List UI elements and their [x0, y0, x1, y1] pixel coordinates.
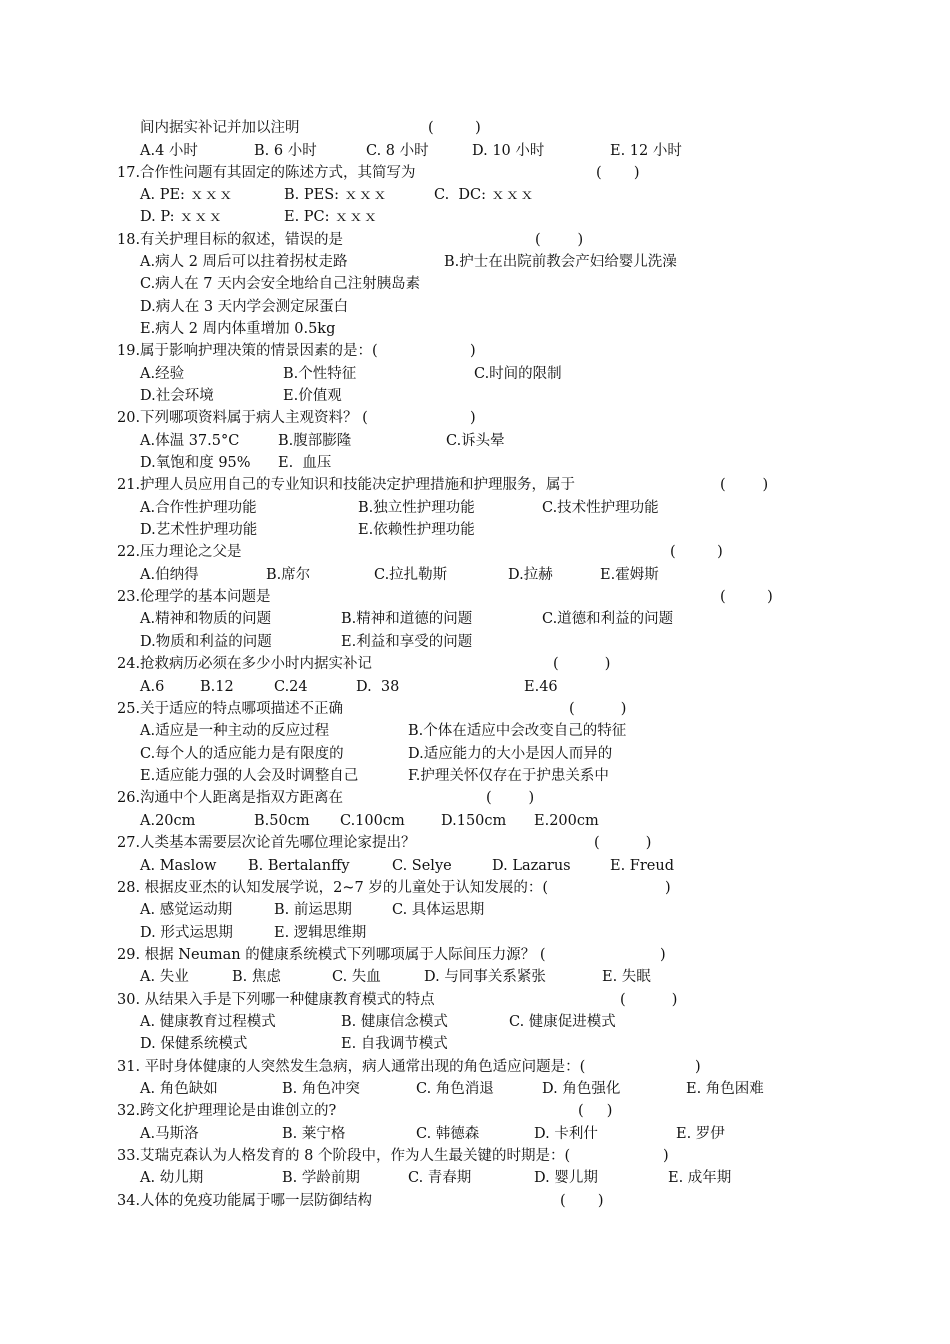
line-text: ( )	[578, 1103, 613, 1119]
line-text: 33.艾瑞克森认为人格发育的 8 个阶段中，作为人生最关键的时期是：(	[117, 1148, 571, 1164]
exam-line	[0, 407, 950, 429]
line-text: B.12	[200, 679, 234, 695]
line-text: D.拉赫	[508, 567, 553, 583]
exam-line	[0, 1100, 950, 1122]
exam-line	[0, 586, 950, 608]
exam-line	[0, 1056, 950, 1078]
line-text: D.物质和利益的问题	[140, 634, 272, 650]
line-text: A. 健康教育过程模式	[140, 1014, 276, 1030]
line-text: C. 韩德森	[416, 1126, 480, 1142]
exam-line	[0, 229, 950, 251]
line-text: )	[695, 1059, 701, 1075]
line-text: C. 角色消退	[416, 1081, 494, 1097]
line-text: C. 8 小时	[366, 143, 429, 159]
line-text: A.6	[140, 679, 165, 695]
exam-line	[0, 497, 950, 519]
exam-line	[0, 1078, 950, 1100]
line-text: A.精神和物质的问题	[140, 611, 272, 627]
line-text: 23.伦理学的基本问题是	[117, 589, 271, 605]
line-text: C.诉头晕	[446, 433, 505, 449]
line-text: A.经验	[140, 366, 185, 382]
exam-line	[0, 340, 950, 362]
line-text: B.精神和道德的问题	[341, 611, 473, 627]
line-text: 27.人类基本需要层次论首先哪位理论家提出？	[117, 835, 416, 851]
line-text: D.病人在 3 天内学会测定尿蛋白	[140, 299, 349, 315]
exam-line	[0, 206, 950, 228]
line-text: C. 青春期	[408, 1170, 472, 1186]
line-text: C. DC: ｘｘｘ	[434, 187, 535, 203]
line-text: A.合作性护理功能	[140, 500, 257, 516]
line-text: E. 血压	[278, 455, 332, 471]
exam-line	[0, 564, 950, 586]
exam-line	[0, 743, 950, 765]
line-text: ( )	[428, 120, 481, 136]
line-text: ( )	[596, 165, 640, 181]
line-text: B. 焦虑	[232, 969, 281, 985]
line-text: 29. 根据 Neuman 的健康系统模式下列哪项属于人际间压力源？ (	[117, 947, 546, 963]
line-text: ( )	[535, 232, 584, 248]
line-text: )	[663, 1148, 669, 1164]
line-text: E.价值观	[283, 388, 342, 404]
exam-line	[0, 1190, 950, 1212]
line-text: A. 感觉运动期	[140, 902, 233, 918]
line-text: ( )	[720, 477, 769, 493]
exam-line	[0, 1145, 950, 1167]
line-text: ( )	[670, 544, 723, 560]
exam-line	[0, 430, 950, 452]
exam-line	[0, 363, 950, 385]
exam-line	[0, 855, 950, 877]
line-text: B.独立性护理功能	[358, 500, 475, 516]
line-text: 34.人体的免疫功能属于哪一层防御结构	[117, 1193, 373, 1209]
line-text: C.病人在 7 天内会安全地给自己注射胰岛素	[140, 276, 421, 292]
exam-line	[0, 541, 950, 563]
line-text: ( )	[553, 656, 611, 672]
line-text: D. 38	[356, 679, 400, 695]
exam-line	[0, 832, 950, 854]
line-text: A. Maslow	[140, 858, 217, 874]
line-text: 21.护理人员应用自己的专业知识和技能决定护理措施和护理服务，属于	[117, 477, 576, 493]
line-text: D.艺术性护理功能	[140, 522, 258, 538]
exam-line	[0, 877, 950, 899]
line-text: C. Selye	[392, 858, 452, 874]
line-text: )	[665, 880, 671, 896]
line-text: C. 具体运思期	[392, 902, 485, 918]
exam-line	[0, 385, 950, 407]
exam-line	[0, 318, 950, 340]
line-text: C. 健康促进模式	[509, 1014, 616, 1030]
line-text: E.适应能力强的人会及时调整自己	[140, 768, 359, 784]
line-text: 30. 从结果入手是下列哪一种健康教育模式的特点	[117, 992, 435, 1008]
line-text: B. Bertalanffy	[248, 858, 350, 874]
exam-line	[0, 1033, 950, 1055]
exam-line	[0, 989, 950, 1011]
line-text: B. 前运思期	[274, 902, 352, 918]
line-text: B. 学龄前期	[282, 1170, 360, 1186]
line-text: B. 莱宁格	[282, 1126, 346, 1142]
line-text: B.个体在适应中会改变自己的特征	[408, 723, 627, 739]
line-text: E. 失眠	[602, 969, 651, 985]
line-text: F.护理关怀仅存在于护患关系中	[408, 768, 609, 784]
exam-line	[0, 1167, 950, 1189]
line-text: 19.属于影响护理决策的情景因素的是：(	[117, 343, 378, 359]
line-text: A.体温 37.5°C	[140, 433, 240, 449]
exam-line	[0, 251, 950, 273]
line-text: 28. 根据皮亚杰的认知发展学说，2~7 岁的儿童处于认知发展的：(	[117, 880, 549, 896]
exam-line	[0, 452, 950, 474]
line-text: D. 角色强化	[542, 1081, 621, 1097]
line-text: B. 6 小时	[254, 143, 317, 159]
line-text: E. 角色困难	[686, 1081, 764, 1097]
line-text: D. 卡利什	[534, 1126, 598, 1142]
line-text: 间内据实补记并加以注明	[140, 120, 300, 136]
line-text: D. 形式运思期	[140, 925, 233, 941]
line-text: E. 12 小时	[610, 143, 682, 159]
exam-line	[0, 922, 950, 944]
line-text: D.150cm	[441, 813, 507, 829]
line-text: A. 幼儿期	[140, 1170, 204, 1186]
line-text: D. P: ｘｘｘ	[140, 209, 223, 225]
line-text: E. 成年期	[668, 1170, 732, 1186]
line-text: 18.有关护理目标的叙述，错误的是	[117, 232, 344, 248]
line-text: E.利益和享受的问题	[341, 634, 473, 650]
line-text: ( )	[560, 1193, 604, 1209]
exam-line	[0, 162, 950, 184]
exam-line	[0, 944, 950, 966]
line-text: A.伯纳得	[140, 567, 199, 583]
exam-line	[0, 631, 950, 653]
line-text: A.20cm	[140, 813, 196, 829]
line-text: D.适应能力的大小是因人而异的	[408, 746, 613, 762]
line-text: 32.跨文化护理理论是由谁创立的?	[117, 1103, 337, 1119]
line-text: D.氧饱和度 95%	[140, 455, 251, 471]
line-text: E. Freud	[610, 858, 674, 874]
exam-line	[0, 1123, 950, 1145]
line-text: C.24	[274, 679, 308, 695]
exam-line	[0, 474, 950, 496]
line-text: 22.压力理论之父是	[117, 544, 242, 560]
line-text: D. 10 小时	[472, 143, 545, 159]
exam-line	[0, 519, 950, 541]
exam-line	[0, 296, 950, 318]
line-text: A. 角色缺如	[140, 1081, 218, 1097]
line-text: C.道德和利益的问题	[542, 611, 674, 627]
line-text: A. PE: ｘｘｘ	[140, 187, 234, 203]
line-text: 26.沟通中个人距离是指双方距离在	[117, 790, 344, 806]
line-text: B.席尔	[266, 567, 311, 583]
line-text: A.马斯洛	[140, 1126, 199, 1142]
line-text: B. 健康信念模式	[341, 1014, 448, 1030]
exam-line	[0, 184, 950, 206]
line-text: A. 失业	[140, 969, 189, 985]
exam-line	[0, 899, 950, 921]
line-text: B. PES: ｘｘｘ	[284, 187, 388, 203]
line-text: B.护士在出院前教会产妇给婴儿洗澡	[444, 254, 677, 270]
exam-line	[0, 653, 950, 675]
line-text: )	[470, 343, 476, 359]
exam-line	[0, 1011, 950, 1033]
line-text: 24.抢救病历必须在多少小时内据实补记	[117, 656, 373, 672]
line-text: ( )	[720, 589, 773, 605]
line-text: C.时间的限制	[474, 366, 562, 382]
line-text: B.个性特征	[283, 366, 357, 382]
line-text: E. 自我调节模式	[341, 1036, 448, 1052]
line-text: E. 罗伊	[676, 1126, 725, 1142]
line-text: E. PC: ｘｘｘ	[284, 209, 378, 225]
line-text: 20.下列哪项资料属于病人主观资料？ (	[117, 410, 368, 426]
exam-line	[0, 273, 950, 295]
line-text: E.霍姆斯	[600, 567, 659, 583]
exam-line	[0, 810, 950, 832]
line-text: )	[660, 947, 666, 963]
line-text: C.技术性护理功能	[542, 500, 659, 516]
line-text: B.腹部膨隆	[278, 433, 352, 449]
line-text: E.病人 2 周内体重增加 0.5kg	[140, 321, 336, 337]
exam-line	[0, 140, 950, 162]
line-text: 25.关于适应的特点哪项描述不正确	[117, 701, 344, 717]
exam-line	[0, 787, 950, 809]
exam-line	[0, 720, 950, 742]
exam-line	[0, 966, 950, 988]
exam-line	[0, 698, 950, 720]
line-text: B.50cm	[254, 813, 310, 829]
exam-line	[0, 676, 950, 698]
line-text: D. 与同事关系紧张	[424, 969, 546, 985]
line-text: D. 婴儿期	[534, 1170, 598, 1186]
line-text: A.4 小时	[140, 143, 198, 159]
line-text: D. Lazarus	[492, 858, 571, 874]
line-text: A.适应是一种主动的反应过程	[140, 723, 330, 739]
line-text: )	[470, 410, 476, 426]
line-text: A.病人 2 周后可以拄着拐杖走路	[140, 254, 348, 270]
line-text: E.依赖性护理功能	[358, 522, 475, 538]
line-text: ( )	[569, 701, 627, 717]
line-text: 31. 平时身体健康的人突然发生急病，病人通常出现的角色适应问题是：(	[117, 1059, 586, 1075]
line-text: ( )	[620, 992, 678, 1008]
line-text: D.社会环境	[140, 388, 214, 404]
line-text: 17.合作性问题有其固定的陈述方式，其简写为	[117, 165, 416, 181]
exam-line	[0, 608, 950, 630]
exam-line	[0, 117, 950, 139]
line-text: ( )	[486, 790, 535, 806]
line-text: C.每个人的适应能力是有限度的	[140, 746, 344, 762]
line-text: D. 保健系统模式	[140, 1036, 248, 1052]
line-text: E. 逻辑思维期	[274, 925, 367, 941]
exam-line	[0, 765, 950, 787]
line-text: E.46	[524, 679, 558, 695]
line-text: E.200cm	[534, 813, 599, 829]
line-text: B. 角色冲突	[282, 1081, 360, 1097]
line-text: ( )	[594, 835, 652, 851]
line-text: C. 失血	[332, 969, 381, 985]
line-text: C.拉扎勒斯	[374, 567, 448, 583]
line-text: C.100cm	[340, 813, 405, 829]
